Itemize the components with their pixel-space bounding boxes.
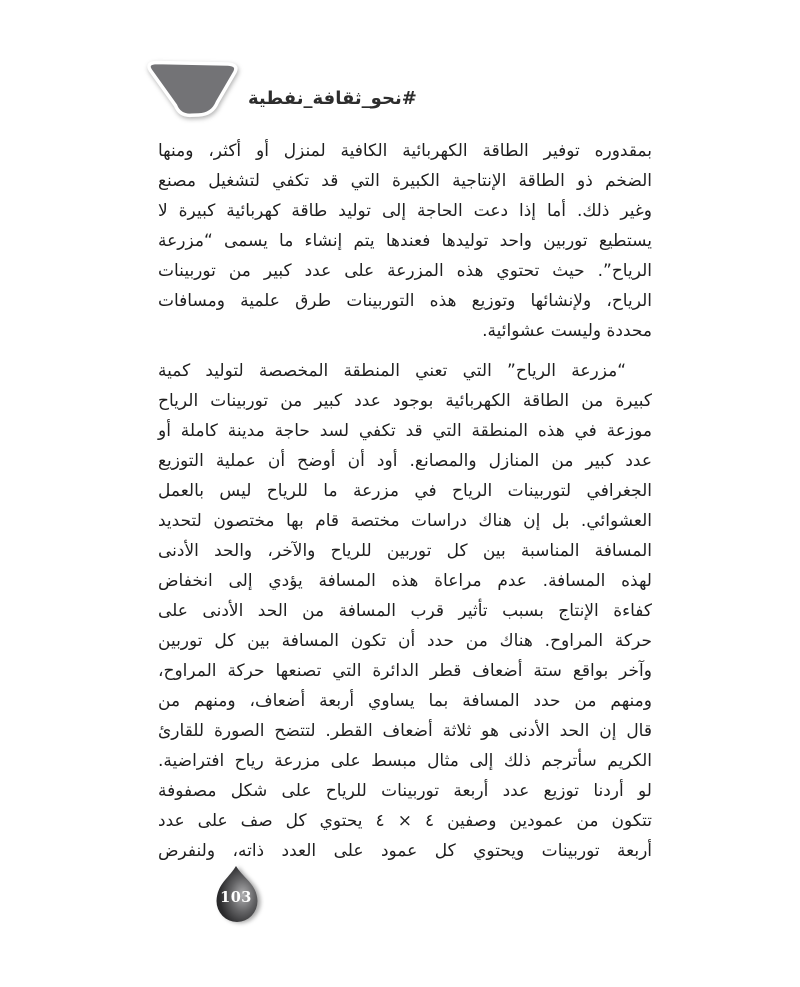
text-line: الرياح”. حيث تحتوي هذه المزرعة على عدد كبير من توربينات [158, 261, 652, 281]
text-line: لهذه المسافة. عدم مراعاة هذه المسافة يؤدي إلى انخفاض [158, 571, 652, 591]
text-line: عدد كبير من المنازل والمصانع. أود أن أوضح أن عملية التوزيع [158, 451, 652, 471]
paragraph-1 [158, 136, 652, 346]
text-line: حركة المراوح. هناك من حدد أن تكون المسافة بين كل توربين [158, 631, 652, 651]
text-line: كبيرة من الطاقة الكهربائية بوجود عدد كبير من توربينات الرياح [158, 391, 652, 411]
text-line: الرياح، ولإنشائها وتوزيع هذه التوربينات طرق علمية ومسافات [158, 291, 652, 311]
paragraph-2 [158, 356, 652, 866]
text-line: المسافة المناسبة بين كل توربين للرياح والآخر، والحد الأدنى [158, 541, 652, 561]
text-line: العشوائي. بل إن هناك دراسات مختصة قام بها مختصون لتحديد [158, 511, 652, 531]
text-line: وغير ذلك. أما إذا دعت الحاجة إلى توليد طاقة كهربائية كبيرة لا [158, 201, 652, 221]
text-line: موزعة في هذه المنطقة التي قد تكفي لسد حاجة مدينة كاملة أو [158, 421, 652, 441]
text-line: قال إن الحد الأدنى هو ثلاثة أضعاف القطر. لتتضح الصورة للقارئ [158, 721, 652, 741]
text-line: الجغرافي لتوربينات الرياح في مزرعة ما للرياح ليس بالعمل [158, 481, 652, 501]
text-line: بمقدوره توفير الطاقة الكهربائية الكافية لمنزل أو أكثر، ومنها [158, 141, 652, 161]
text-line: ومنهم من حدد المسافة بما يساوي أربعة أضعاف، ومنهم من [158, 691, 652, 711]
text-line: لو أردنا توزيع عدد أربعة توربينات للرياح على شكل مصفوفة [158, 781, 652, 801]
page-number: 103 [220, 889, 252, 906]
text-line: محددة وليست عشوائية. [482, 321, 652, 341]
hashtag-title: #نحو_ثقافة_نفطية [248, 88, 417, 109]
text-line: أربعة توربينات ويحتوي كل عمود على العدد ذاته، ولنفرض [158, 841, 652, 861]
text-line: الضخم ذو الطاقة الإنتاجية الكبيرة التي قد تكفي لتشغيل مصنع [158, 171, 652, 191]
text-line: “مزرعة الرياح” التي تعني المنطقة المخصصة لتوليد كمية [158, 361, 626, 381]
text-line: وآخر بواقع ستة أضعاف قطر الدائرة التي تصنعها حركة المراوح، [158, 661, 652, 681]
body-text [158, 136, 652, 866]
text-line: يستطيع توربين واحد توليدها فعندها يتم إنشاء ما يسمى “مزرعة [158, 231, 652, 251]
text-line: تتكون من عمودين وصفين ٤ × ٤ يحتوي كل صف على عدد [158, 811, 652, 831]
text-line: كفاءة الإنتاج بسبب تأثير قرب المسافة من الحد الأدنى على [158, 601, 652, 621]
text-line: الكريم سأترجم ذلك إلى مثال مبسط على مزرعة رياح افتراضية. [158, 751, 652, 771]
